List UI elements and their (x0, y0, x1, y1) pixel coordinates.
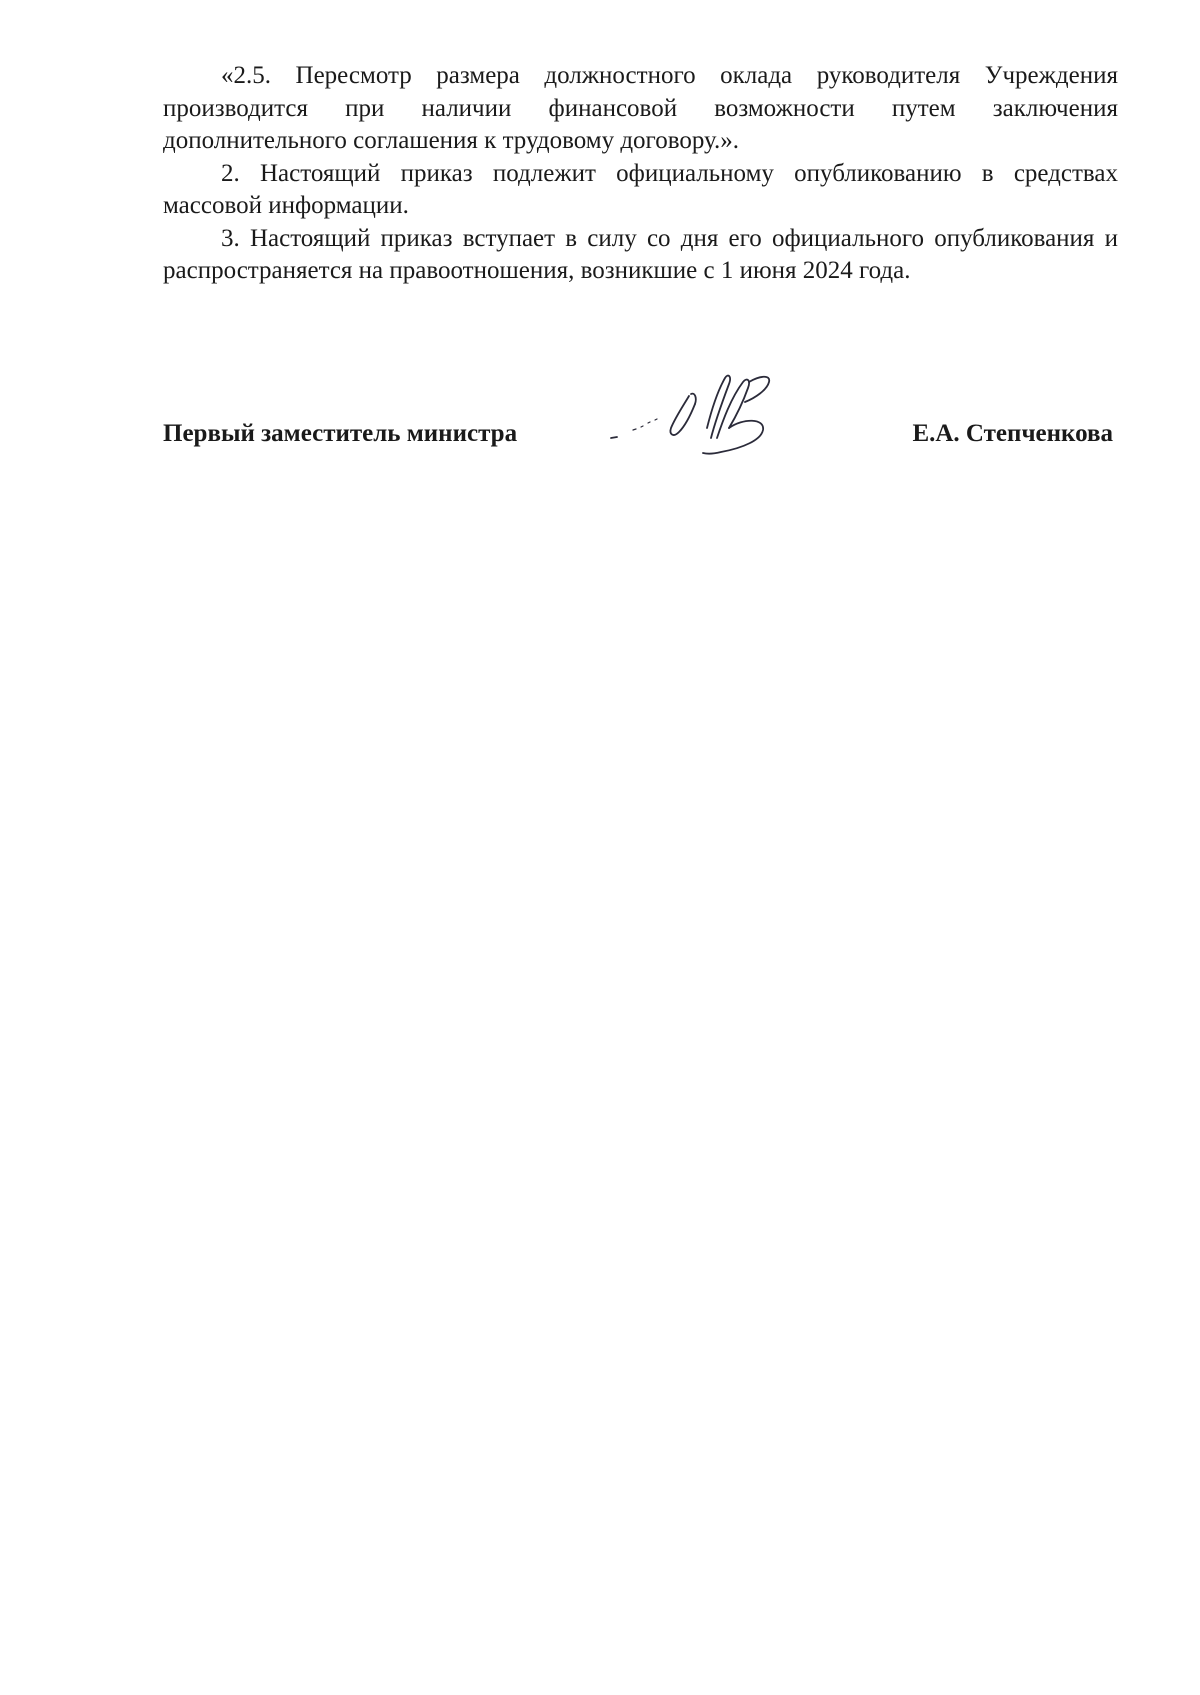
signatory-position: Первый заместитель министра (163, 420, 518, 447)
paragraph-publication: 2. Настоящий приказ подлежит официальному опубликованию в средствах массовой информации. (163, 159, 1118, 219)
handwritten-signature (603, 368, 803, 468)
paragraph-effective-date: 3. Настоящий приказ вступает в силу со дня его официального опубликования и распространяется на правоотношения, возникшие с 1 июня 2024 года. (163, 224, 1118, 284)
signature-block (163, 368, 1118, 468)
document-body (163, 60, 1118, 288)
signatory-name: Е.А. Степченкова (912, 420, 1113, 447)
paragraph-2-5-amendment: «2.5. Пересмотр размера должностного оклада руководителя Учреждения производится при наличии финансовой возможности путем заключения дополнительного соглашения к трудовому договору.». (163, 62, 1118, 154)
